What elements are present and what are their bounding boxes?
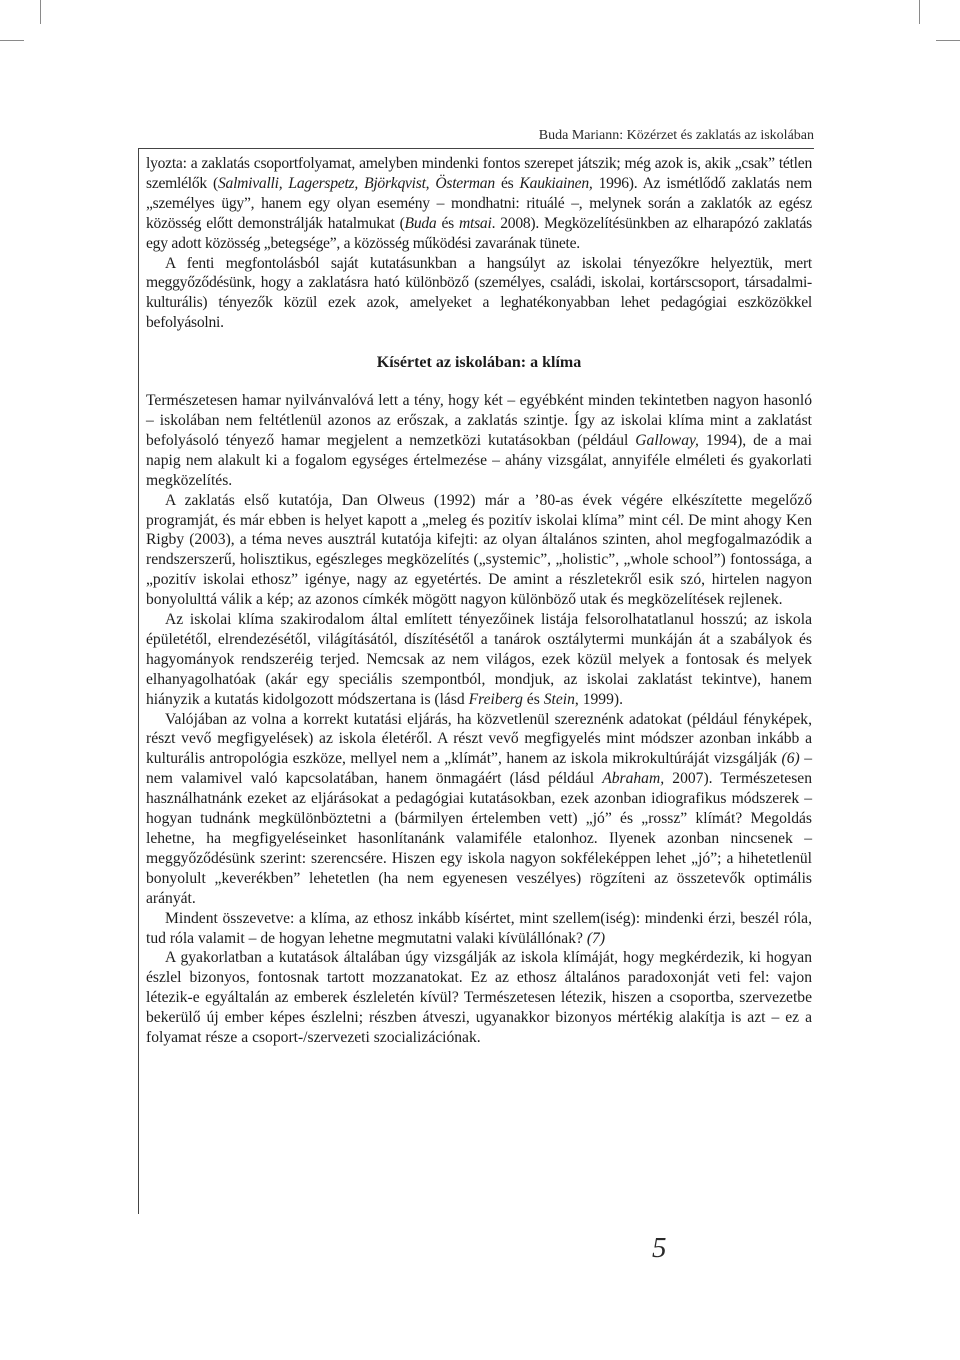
text-run: A gyakorlatban a kutatások általában úgy vizsgálják az iskola klímáját, hogy megkérdezik, ki hogyan észlel bizonyos, fontosnak tartott mozzanatokat. Ez az ethosz általános paradoxonját veti fel: vajon létezik-e egyáltalán az emberek észleletén kívül? Természetesen létezik, hiszen a csoportba, szervezetbe bekerülő új ember képes észlelni; részben átveszi, ugyanakkor bizonyos mértékig alakítja is azt – ez a folyamat része a csoport-/szervezeti szocializációnak. xyxy=(146,949,812,1047)
text-run: és xyxy=(436,214,460,232)
text-run: és xyxy=(494,174,520,192)
paragraph xyxy=(146,254,812,334)
citation-text: Abraham, xyxy=(602,770,665,788)
left-margin-rule xyxy=(138,148,139,1214)
page-number: 5 xyxy=(652,1232,667,1264)
paragraph xyxy=(146,710,812,909)
running-head: Buda Mariann: Közérzet és zaklatás az iskolában xyxy=(538,128,814,143)
citation-text: Salmivalli, Lagerspetz, Björkqvist, Österman xyxy=(217,174,495,192)
paragraph xyxy=(146,491,812,610)
text-run: 1996). Az ismétlődő zaklatás nem „személyes ügy”, hanem egy olyan esemény – mondhatni: rituálé –, melynek során a zaklatók az egész közösség előtt demonstrálják hatalmukat ( xyxy=(146,174,812,232)
paragraph xyxy=(146,948,812,1048)
citation-text: (7) xyxy=(586,929,606,947)
section-heading: Kísértet az iskolában: a klíma xyxy=(376,354,582,372)
citation-text: Stein xyxy=(543,690,575,708)
text-run: Valójában az volna a korrekt kutatási eljárás, ha közvetlenül szereznénk adatokat (például fényképek, részt vevő megfigyelések) az iskola életéről. A részt vevő megfigyelés mint módszer azonban inkább a kulturális antropológia eszköze, mellyel nem a „klímát”, hanem az iskola mikrokultúráját vizsgálják xyxy=(146,710,812,768)
citation-text: Freiberg xyxy=(468,690,523,708)
header-rule xyxy=(138,148,814,149)
crop-mark-top-left-vertical xyxy=(40,0,41,24)
text-run: Természetesen hamar nyilvánvalóvá lett a tény, hogy két – egyébként minden tekintetben nagyon hasonló – iskolában nem feltétlenül azonos az erőszak, a zaklatás szintje. Így az iskolai klíma mint a zaklatást befolyásoló tényező hamar megjelent a nemzetközi kutatásokban (például xyxy=(146,392,812,449)
text-run: 2007). Természetesen használhatnánk ezeket az eljárásokat a pedagógiai kutatásokban, ezek azonban idiografikus módszerek – hogyan tudnánk megkülönböztetni a (bármilyen értelemben vett) „jó” és „rossz” klímát? Megoldás lehetne, ha megfigyeléseinket hasonlítanánk valamiféle etalonhoz. Ilyenek azonban nincsenek – meggyőződésünk szerint: szerencsére. Hiszen egy iskola nagyon sokféleképpen lehet „jó”; a hihetetlenül bonyolult „keverékben” lehetetlen (ha nem egyenesen veszélyes) rögzíteni az összetevők optimális arányát. xyxy=(146,770,812,907)
crop-mark-top-right-vertical xyxy=(919,0,920,24)
citation-text: Galloway, xyxy=(635,431,699,449)
text-run: A fenti megfontolásból saját kutatásunkban a hangsúlyt az iskolai tényezőkre helyeztük, mert meggyőződésünk, hogy a zaklatásra ható különböző (személyes, családi, iskolai, kortárscsoport, társadalmi-kulturális) tényezők közül ezek azok, amelyeket a leghatékonyabban lehet pedagógiai eszközökkel befolyásolni. xyxy=(146,254,812,332)
paragraph xyxy=(146,909,812,949)
text-run: Az iskolai klíma szakirodalom által említett tényezőinek listája felsorolhatatlanul hosszú; az iskola épületétől, elrendezésétől, világításától, díszítésétől a tanárok osztálytermi munkáján át a szabályok és hagyományok rendszeréig terjed. Nemcsak az nem világos, ezek közül melyek a fontosak és melyek elhanyagolhatóak (akár egy speciális szempontból, mondjuk, az iskolai zaklatást tekintve), hanem hiányzik a kutatás kidolgozott módszertana is (lásd xyxy=(146,611,812,708)
paragraph xyxy=(146,610,812,710)
citation-text: mtsai xyxy=(459,214,492,232)
article-body xyxy=(146,154,812,1048)
text-run: . 2008). Megközelítésünkben az elharapózó zaklatás egy adott közösség „betegsége”, a közösség működési zavarának tünete. xyxy=(146,214,812,252)
paragraph xyxy=(146,391,812,491)
text-run: Mindent összevetve: a klíma, az ethosz inkább kísértet, mint szellem(iség): mindenki érzi, beszél róla, tud róla valamit – de hogyan lehetne megmutatni valaki kívülállónak? xyxy=(146,909,812,947)
text-run: 1994), de a mai napig nem alakult ki a fogalom egységes értelmezése – ahány vizsgálat, annyiféle elméleti és gyakorlati megközelítés. xyxy=(146,431,812,489)
text-run: , 1999). xyxy=(574,690,623,708)
text-run: lyozta: a zaklatás csoportfolyamat, amelyben mindenki fontos szerepet játszik; még azok is, akik „csak” tétlen szemlélők ( xyxy=(146,155,812,192)
text-run: – nem valamivel való kapcsolatában, hanem önmagáért (lásd például xyxy=(146,750,812,788)
citation-text: Buda xyxy=(404,214,437,232)
citation-text: Kaukiainen, xyxy=(519,174,593,192)
crop-mark-top-left-horizontal xyxy=(0,40,24,41)
citation-text: (6) xyxy=(781,750,800,768)
text-run: és xyxy=(522,690,544,708)
crop-mark-top-right-horizontal xyxy=(936,40,960,41)
paragraph xyxy=(146,154,812,254)
text-run: A zaklatás első kutatója, Dan Olweus (1992) már a ’80-as évek végére elkészítette megelőző programját, és már ebben is helyet kapott a „meleg és pozitív iskolai klíma” mint cél. De mint ahogy Ken Rigby (2003), a téma neves ausztrál kutatója kifejti: az olyan általános szinten, ahol megfogalmazódik a rendszerszerű, holisztikus, egészleges megközelítés („systemic”, „holistic”, „whole school”) fontossága, a „pozitív iskolai ethosz” igénye, nagy az egyetértés. De amint a részletekről esik szó, hirtelen nagyon bonyolulttá válik a kép; az azonos címkék mögött nagyon különböző utak és megközelítések rejlenek. xyxy=(146,491,812,609)
